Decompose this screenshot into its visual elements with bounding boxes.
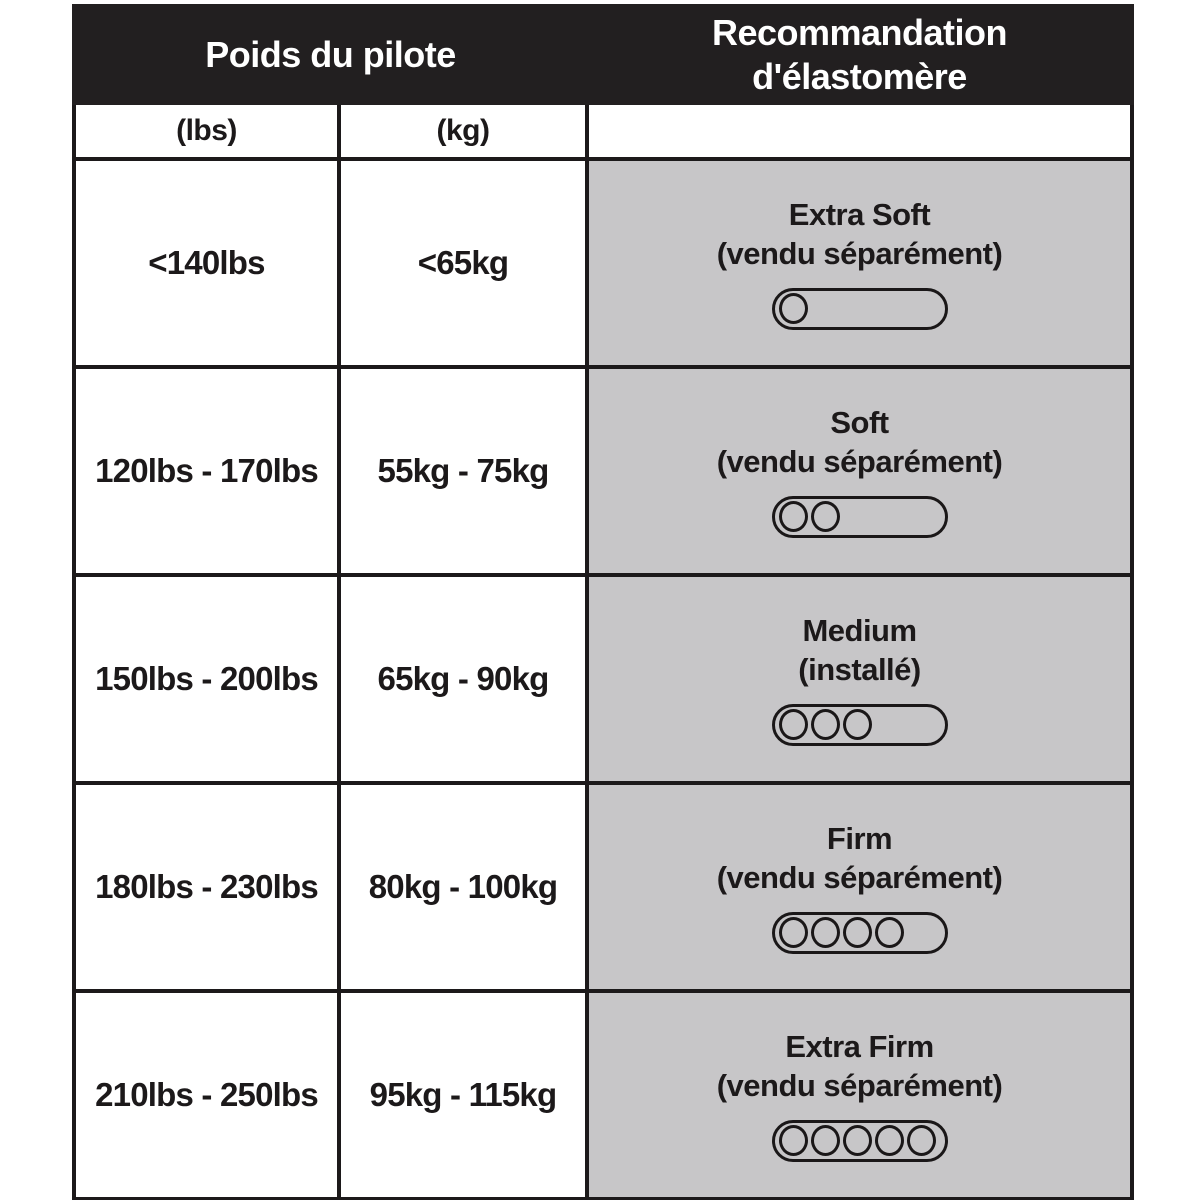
table-row <box>74 367 1132 575</box>
weight-kg-cell: 80kg - 100kg <box>339 783 587 991</box>
elastomer-dot <box>811 1125 840 1156</box>
table-row <box>74 159 1132 367</box>
elastomer-level-indicator <box>772 1120 948 1162</box>
weight-kg-cell: 55kg - 75kg <box>339 367 587 575</box>
elastomer-level-indicator <box>772 288 948 330</box>
recommendation-content <box>589 1028 1130 1162</box>
subheader-empty <box>587 103 1132 159</box>
elastomer-dot <box>779 501 808 532</box>
subheader-kg: (kg) <box>339 103 587 159</box>
elastomer-name: Firm <box>826 821 893 857</box>
elastomer-dot <box>811 917 840 948</box>
elastomer-dot <box>843 1125 872 1156</box>
elastomer-note: (installé) <box>798 652 921 687</box>
recommendation-content <box>589 612 1130 746</box>
weight-lbs-cell: 150lbs - 200lbs <box>74 575 339 783</box>
recommendation-cell <box>587 991 1132 1199</box>
elastomer-dot <box>811 709 840 740</box>
weight-lbs-cell: 180lbs - 230lbs <box>74 783 339 991</box>
elastomer-note: (vendu séparément) <box>716 236 1003 271</box>
recommendation-cell <box>587 367 1132 575</box>
elastomer-dot <box>843 917 872 948</box>
weight-kg-cell: <65kg <box>339 159 587 367</box>
recommendation-cell <box>587 783 1132 991</box>
elastomer-name: Medium <box>802 613 917 649</box>
table-row <box>74 575 1132 783</box>
subheader-row <box>74 103 1132 159</box>
table-row <box>74 991 1132 1199</box>
weight-kg-cell: 65kg - 90kg <box>339 575 587 783</box>
elastomer-level-indicator <box>772 912 948 954</box>
header-elastomer-recommendation-label: Recommandation d'élastomère <box>711 11 1008 97</box>
elastomer-recommendation-table <box>72 4 1134 1200</box>
elastomer-level-indicator <box>772 496 948 538</box>
table-row <box>74 783 1132 991</box>
elastomer-note: (vendu séparément) <box>716 860 1003 895</box>
elastomer-dot <box>779 1125 808 1156</box>
elastomer-name: Extra Soft <box>788 197 931 233</box>
elastomer-dot <box>811 501 840 532</box>
header-elastomer-recommendation <box>587 6 1132 103</box>
recommendation-cell <box>587 159 1132 367</box>
elastomer-level-indicator <box>772 704 948 746</box>
weight-lbs-cell: 210lbs - 250lbs <box>74 991 339 1199</box>
elastomer-dot <box>875 1125 904 1156</box>
elastomer-name: Soft <box>830 405 889 441</box>
elastomer-name: Extra Firm <box>785 1029 934 1065</box>
elastomer-dot <box>779 709 808 740</box>
elastomer-note: (vendu séparément) <box>716 444 1003 479</box>
weight-lbs-cell: 120lbs - 170lbs <box>74 367 339 575</box>
recommendation-content <box>589 820 1130 954</box>
elastomer-dot <box>843 709 872 740</box>
subheader-lbs: (lbs) <box>74 103 339 159</box>
recommendation-content <box>589 404 1130 538</box>
elastomer-dot <box>875 917 904 948</box>
elastomer-dot <box>779 293 808 324</box>
recommendation-cell <box>587 575 1132 783</box>
header-row <box>74 6 1132 103</box>
elastomer-dot <box>907 1125 936 1156</box>
weight-kg-cell: 95kg - 115kg <box>339 991 587 1199</box>
elastomer-note: (vendu séparément) <box>716 1068 1003 1103</box>
header-rider-weight <box>74 6 587 103</box>
recommendation-content <box>589 196 1130 330</box>
elastomer-dot <box>779 917 808 948</box>
weight-lbs-cell: <140lbs <box>74 159 339 367</box>
header-rider-weight-label: Poids du pilote <box>205 33 456 75</box>
